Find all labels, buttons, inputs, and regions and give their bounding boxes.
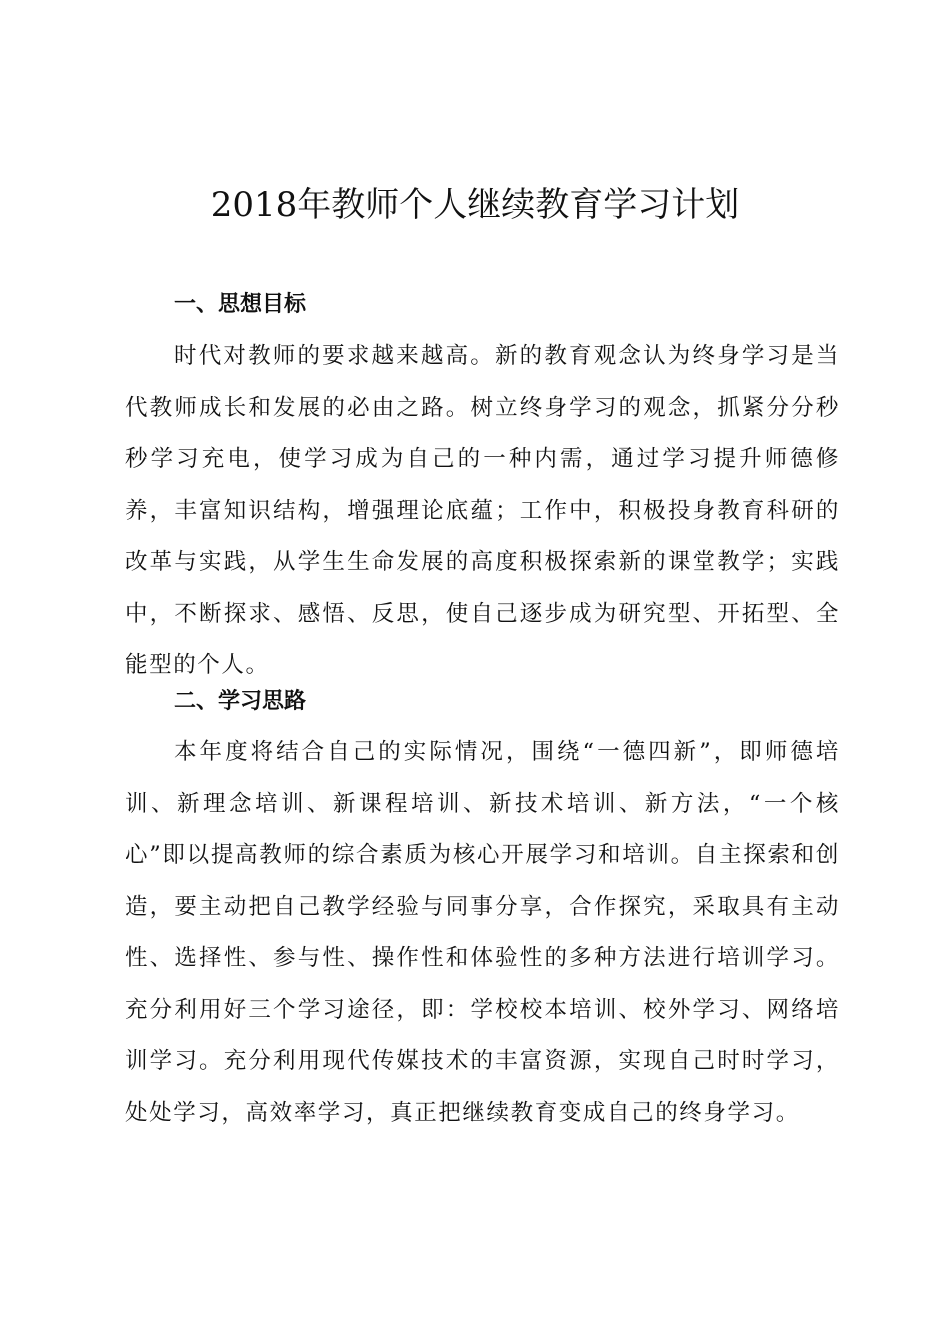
document-title: 2018年教师个人继续教育学习计划	[210, 185, 740, 225]
section-heading-2: 二、学习思路	[174, 689, 307, 714]
section-heading-1: 一、思想目标	[174, 292, 307, 317]
section-paragraph-2: 本年度将结合自己的实际情况，围绕“一德四新”，即师德培训、新理念培训、新课程培训、新技术培训、新方法，“一个核心”即以提高教师的综合素质为核心开展学习和培训。自主探索和创造，要主动把自己教学经验与同事分享，合作探究，采取具有主动性、选择性、参与性、操作性和体验性的多种方法进行培训学习。充分利用好三个学习途径，即：学校校本培训、校外学习、网络培训学习。充分利用现代传媒技术的丰富资源，实现自己时时学习，处处学习，高效率学习，真正把继续教育变成自己的终身学习。	[125, 739, 840, 1126]
section-paragraph-1: 时代对教师的要求越来越高。新的教育观念认为终身学习是当代教师成长和发展的必由之路。树立终身学习的观念，抓紧分分秒秒学习充电，使学习成为自己的一种内需，通过学习提升师德修养，丰富知识结构，增强理论底蕴；工作中，积极投身教育科研的改革与实践，从学生生命发展的高度积极探索新的课堂教学；实践中，不断探求、感悟、反思，使自己逐步成为研究型、开拓型、全能型的个人。	[125, 343, 840, 678]
